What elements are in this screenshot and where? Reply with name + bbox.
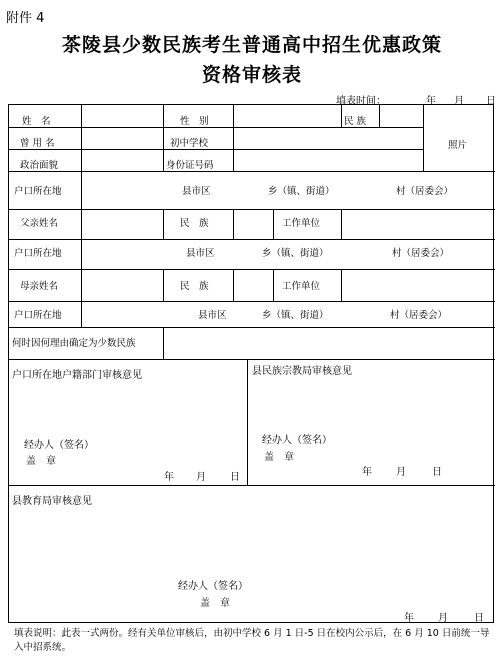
fill-year-label: 年 xyxy=(426,96,436,107)
father-name-label: 父亲姓名 xyxy=(20,218,59,229)
form-table xyxy=(8,104,494,623)
col-line xyxy=(273,209,274,239)
form-title-line2: 资格审核表 xyxy=(201,64,302,86)
mother-name-label: 母亲姓名 xyxy=(20,281,59,292)
id-number-label: 身份证号码 xyxy=(166,160,214,171)
col-line xyxy=(341,209,342,239)
ethnic-seal-label: 盖 章 xyxy=(264,452,294,463)
hukou-year-label: 年 xyxy=(164,472,174,483)
hukou-label: 户口所在地 xyxy=(14,186,62,197)
mother-township-label: 乡（镇、街道） xyxy=(262,310,329,321)
father-village-label: 村（居委会） xyxy=(392,248,450,259)
col-line xyxy=(163,209,164,239)
ethnic-day-label: 日 xyxy=(432,467,442,478)
fill-month-label: 月 xyxy=(454,96,464,107)
col-line xyxy=(163,105,164,171)
ethnic-year-label: 年 xyxy=(362,467,372,478)
political-status-label: 政治面貌 xyxy=(20,160,59,171)
col-line xyxy=(341,105,342,127)
ethnic-bureau-review-label: 县民族宗教局审核意见 xyxy=(252,366,352,377)
col-line xyxy=(341,269,342,301)
former-name-label: 曾 用 名 xyxy=(20,138,55,149)
father-work-unit-label: 工作单位 xyxy=(282,218,321,229)
col-line xyxy=(163,269,164,301)
name-label: 姓 名 xyxy=(22,116,51,127)
form-note: 填表说明：此表一式两份。经有关单位审核后，由初中学校 6 月 1 日-5 日在校内公示后，在 6 月 10 日前统一导入中招系统。 xyxy=(14,628,490,653)
fill-time-label: 填表时间： xyxy=(336,96,386,107)
col-line xyxy=(81,171,82,209)
form-title-line1: 茶陵县少数民族考生普通高中招生优惠政策 xyxy=(61,34,442,56)
hukou-seal-label: 盖 章 xyxy=(26,456,56,467)
father-county-label: 县市区 xyxy=(186,248,215,259)
hukou-day-label: 日 xyxy=(230,472,240,483)
mother-hukou-label: 户口所在地 xyxy=(14,310,62,321)
row-line xyxy=(9,359,495,360)
col-line xyxy=(81,301,82,327)
village-label: 村（居委会） xyxy=(396,186,454,197)
mother-county-label: 县市区 xyxy=(198,310,227,321)
annex-label: 附件 4 xyxy=(6,11,45,26)
col-line xyxy=(81,209,82,239)
edu-year-label: 年 xyxy=(404,613,414,624)
row-line xyxy=(9,149,423,150)
col-line xyxy=(163,327,164,359)
col-line xyxy=(379,105,380,127)
mother-work-unit-label: 工作单位 xyxy=(282,281,321,292)
col-line xyxy=(233,209,234,239)
hukou-month-label: 月 xyxy=(196,472,206,483)
row-line xyxy=(9,485,495,486)
father-hukou-label: 户口所在地 xyxy=(14,248,62,259)
reason-label: 何时因何理由确定为少数民族 xyxy=(12,338,136,349)
row-line xyxy=(9,127,423,128)
father-ethnicity-label: 民 族 xyxy=(180,218,209,229)
row-line xyxy=(9,327,495,328)
hukou-dept-review-label: 户口所在地户籍部门审核意见 xyxy=(12,370,142,381)
ethnicity-label: 民 族 xyxy=(344,116,367,127)
col-line xyxy=(233,105,234,171)
hukou-handler-label: 经办人（签名） xyxy=(24,440,94,451)
father-township-label: 乡（镇、街道） xyxy=(262,248,329,259)
ethnic-handler-label: 经办人（签名） xyxy=(262,435,332,446)
col-line xyxy=(423,105,424,171)
col-line xyxy=(81,239,82,269)
mother-village-label: 村（居委会） xyxy=(390,310,448,321)
col-line xyxy=(233,269,234,301)
photo-label: 照片 xyxy=(448,140,468,151)
edu-seal-label: 盖 章 xyxy=(200,598,230,609)
edu-day-label: 日 xyxy=(474,613,484,624)
edu-handler-label: 经办人（签名） xyxy=(178,581,248,592)
edu-bureau-review-label: 县教育局审核意见 xyxy=(12,496,92,507)
edu-month-label: 月 xyxy=(438,613,448,624)
junior-school-label: 初中学校 xyxy=(170,138,209,149)
fill-day-label: 日 xyxy=(486,96,496,107)
col-line xyxy=(81,269,82,301)
mother-ethnicity-label: 民 族 xyxy=(180,281,209,292)
ethnic-month-label: 月 xyxy=(396,467,406,478)
township-label: 乡（镇、街道） xyxy=(268,186,335,197)
col-line xyxy=(247,359,248,485)
col-line xyxy=(81,105,82,171)
col-line xyxy=(273,269,274,301)
county-label: 县市区 xyxy=(182,186,211,197)
gender-label: 性 别 xyxy=(180,116,209,127)
